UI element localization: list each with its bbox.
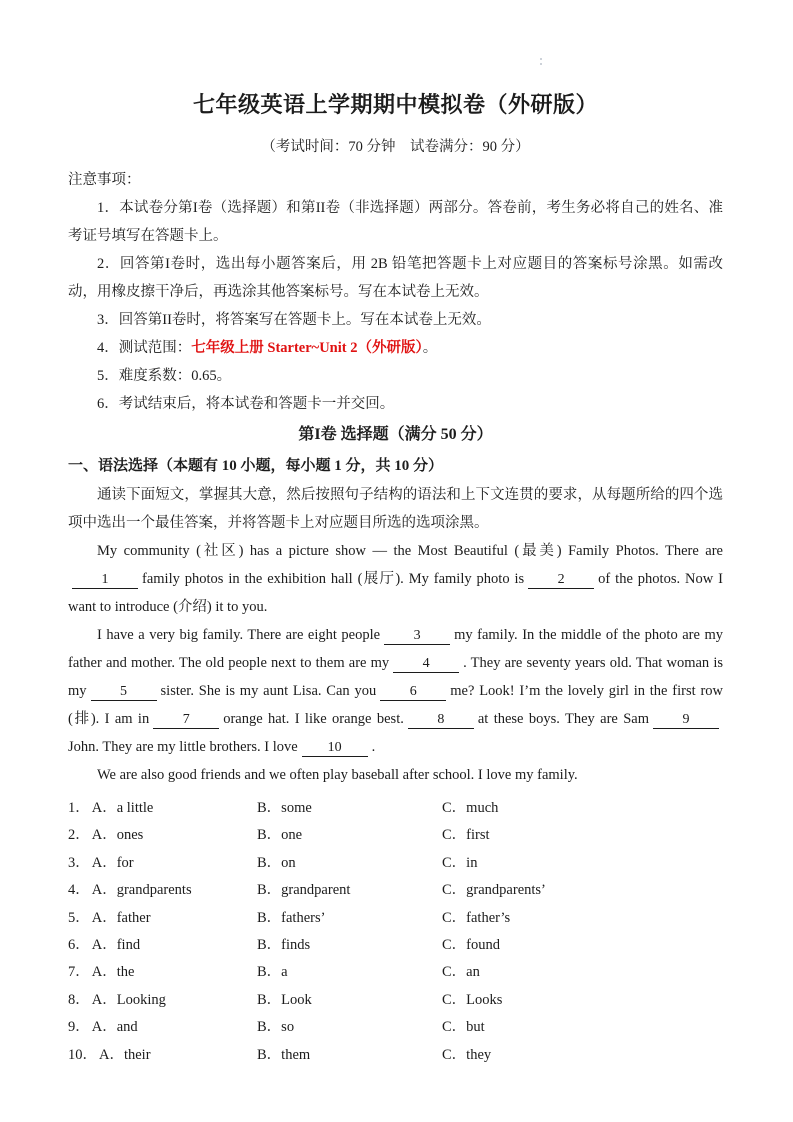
- option-a: A．find: [91, 937, 141, 954]
- blank-1: 1: [72, 571, 138, 589]
- passage-text: of the photos. Now I want to introduce (介绍) it to you.: [68, 571, 723, 615]
- option-a: A．for: [91, 854, 134, 871]
- question-first-cell: [68, 1042, 257, 1069]
- notice-item-4: [68, 334, 723, 362]
- notice-4-prefix: 4．测试范围：: [97, 340, 192, 356]
- blank-3: 3: [384, 627, 450, 645]
- option-c: C．they: [442, 1046, 492, 1063]
- option-b: B．a: [257, 964, 288, 981]
- option-c: C．Looks: [442, 991, 503, 1008]
- question-row: [68, 1042, 723, 1069]
- option-a: A．and: [91, 1019, 138, 1036]
- notice-4-suffix: 。: [422, 340, 438, 356]
- option-a: A．a little: [91, 800, 154, 816]
- exam-time-score-line: （考试时间：70 分钟 试卷满分：90 分）: [261, 139, 530, 155]
- part1-heading: 一、语法选择（本题有 10 小题，每小题 1 分，共 10 分）: [68, 458, 444, 474]
- option-c: C．father’s: [442, 909, 511, 926]
- question-number: 7．: [68, 964, 90, 981]
- option-c: C．an: [442, 964, 480, 981]
- question-row: [68, 932, 723, 959]
- blank-6: 6: [380, 683, 446, 701]
- section1-header: 第I卷 选择题（满分 50 分）: [298, 426, 493, 443]
- option-c: C．found: [442, 937, 500, 954]
- blank-5: 5: [91, 683, 157, 701]
- passage-text: John. They are my little brothers. I love: [68, 739, 298, 755]
- option-b: B．so: [257, 1019, 295, 1036]
- blank-10: 10: [302, 739, 368, 757]
- question-first-cell: [68, 795, 257, 822]
- question-number: 2．: [68, 827, 90, 844]
- passage-paragraph-1: [68, 537, 723, 621]
- passage-text: at these boys. They are Sam: [477, 711, 649, 727]
- option-a: A．ones: [91, 827, 144, 844]
- notice-item-2: 2．回答第I卷时，选出每小题答案后，用 2B 铅笔把答题卡上对应题目的答案标号涂黑。如需改动，用橡皮擦干净后，再选涂其他答案标号。写在本试卷上无效。: [68, 256, 723, 300]
- notices-label: 注意事项：: [68, 172, 141, 188]
- question-row: [68, 850, 723, 877]
- passage-text: My community (社区) has a picture show — the Most Beautiful (最美) Family Photos. There are: [97, 543, 723, 559]
- question-row: [68, 795, 723, 822]
- option-c: C．in: [442, 854, 478, 871]
- option-b: B．on: [257, 854, 296, 871]
- passage-paragraph-2: [68, 621, 723, 761]
- option-c: C．much: [442, 800, 499, 816]
- question-row: [68, 1014, 723, 1041]
- option-a: A．Looking: [91, 991, 166, 1008]
- question-first-cell: [68, 1014, 257, 1041]
- question-first-cell: [68, 959, 257, 986]
- passage-paragraph-3: We are also good friends and we often play baseball after school. I love my family.: [97, 767, 578, 783]
- question-first-cell: [68, 822, 257, 849]
- test-scope-highlight: 七年级上册 Starter~Unit 2（外研版）: [191, 340, 423, 356]
- question-row: [68, 959, 723, 986]
- option-c: C．first: [442, 827, 490, 844]
- question-row: [68, 905, 723, 932]
- passage-text: orange hat. I like orange best.: [223, 711, 404, 727]
- passage-text: sister. She is my aunt Lisa. Can you: [160, 683, 377, 699]
- question-row: [68, 877, 723, 904]
- option-b: B．them: [257, 1046, 311, 1063]
- question-number: 8．: [68, 991, 90, 1008]
- passage-text: my family. In the middle of the photo are my father and mother. The old people next to them are my: [68, 627, 723, 671]
- passage-text: I have a very big family. There are eight people: [97, 627, 381, 643]
- passage-text: . They are seventy years old. That woman is my: [68, 655, 723, 699]
- question-list: [68, 795, 723, 1069]
- option-a: A．the: [91, 964, 135, 981]
- question-row: [68, 822, 723, 849]
- blank-4: 4: [393, 655, 459, 673]
- option-a: A．their: [99, 1046, 151, 1063]
- question-first-cell: [68, 877, 257, 904]
- blank-7: 7: [153, 711, 219, 729]
- blank-9: 9: [653, 711, 719, 729]
- question-first-cell: [68, 850, 257, 877]
- option-b: B．fathers’: [257, 909, 326, 926]
- question-number: 9．: [68, 1019, 90, 1036]
- question-number: 3．: [68, 854, 90, 871]
- blank-8: 8: [408, 711, 474, 729]
- option-b: B．grandparent: [257, 882, 351, 899]
- question-first-cell: [68, 932, 257, 959]
- scan-artifact-dot: [540, 58, 542, 60]
- notice-item-6: 6．考试结束后，将本试卷和答题卡一并交回。: [97, 396, 395, 412]
- notice-item-1: 1．本试卷分第I卷（选择题）和第II卷（非选择题）两部分。答卷前，考生务必将自己的姓名、准考证号填写在答题卡上。: [68, 200, 723, 244]
- passage-text: me? Look! I’m the lovely girl in the first row (排). I am in: [68, 683, 724, 727]
- question-row: [68, 987, 723, 1014]
- option-a: A．father: [91, 909, 151, 926]
- question-number: 4．: [68, 882, 90, 899]
- question-number: 5．: [68, 909, 90, 926]
- option-b: B．Look: [257, 991, 312, 1008]
- question-first-cell: [68, 987, 257, 1014]
- option-c: C．but: [442, 1019, 485, 1036]
- question-first-cell: [68, 905, 257, 932]
- passage-text: family photos in the exhibition hall (展厅). My family photo is: [142, 571, 525, 587]
- option-b: B．finds: [257, 937, 311, 954]
- question-number: 1．: [68, 800, 90, 816]
- passage-text: .: [371, 739, 376, 755]
- option-b: B．some: [257, 800, 312, 816]
- part1-instructions: 通读下面短文，掌握其大意，然后按照句子结构的语法和上下文连贯的要求，从每题所给的四个选项中选出一个最佳答案，并将答题卡上对应题目所选的选项涂黑。: [68, 487, 723, 531]
- option-c: C．grandparents’: [442, 882, 546, 899]
- question-number: 10．: [68, 1046, 97, 1063]
- option-a: A．grandparents: [91, 882, 192, 899]
- notice-item-3: 3．回答第II卷时，将答案写在答题卡上。写在本试卷上无效。: [97, 312, 491, 328]
- page-title: 七年级英语上学期期中模拟卷（外研版）: [192, 92, 598, 117]
- notice-item-5: 5．难度系数：0.65。: [97, 368, 232, 384]
- option-b: B．one: [257, 827, 303, 844]
- blank-2: 2: [528, 571, 594, 589]
- question-number: 6．: [68, 937, 90, 954]
